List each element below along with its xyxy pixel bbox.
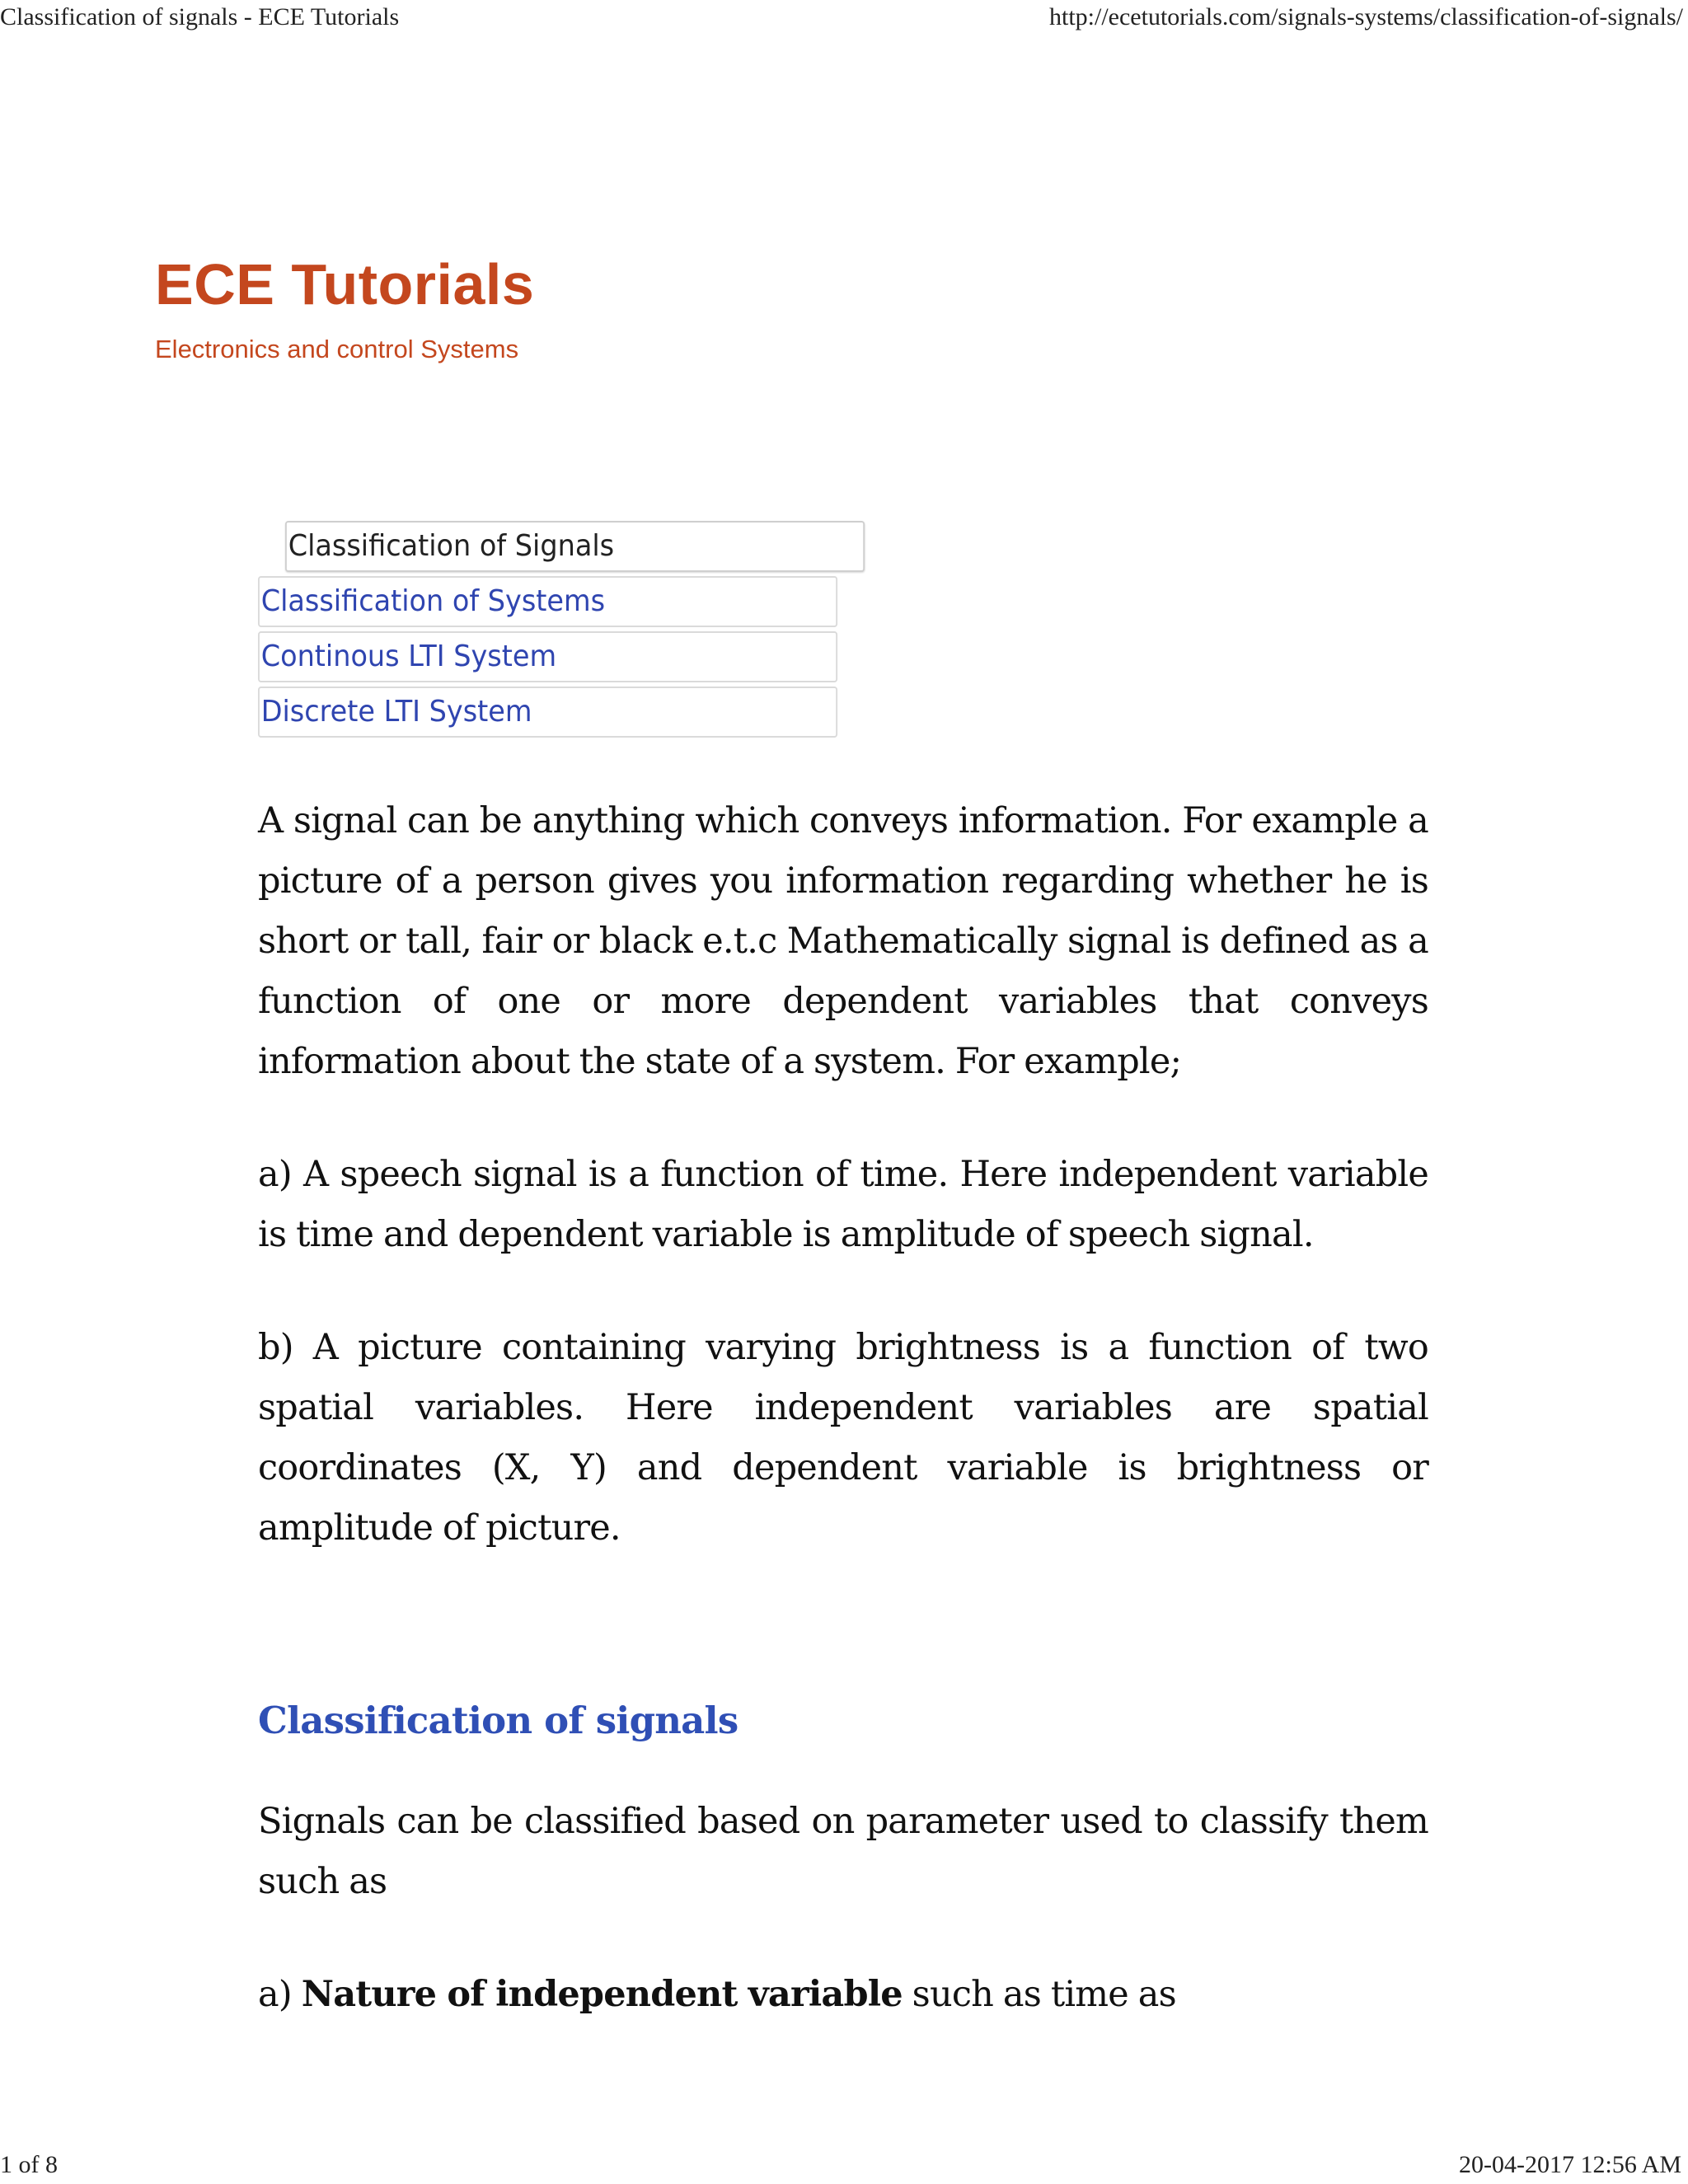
site-tagline: Electronics and control Systems: [155, 335, 519, 363]
print-url: http://ecetutorials.com/signals-systems/classification-of-signals/: [1048, 3, 1683, 30]
nav-item-discrete-lti-system[interactable]: Discrete LTI System: [258, 687, 837, 738]
criterion-a-bold: Nature of independent variable: [301, 1974, 903, 2015]
example-b-paragraph: b) A picture containing varying brightness is a function of two spatial variables. Here independent variables are spatial coordinates (X, Y) and dependent variable is brightness or amplitude of picture.: [258, 1327, 1428, 1549]
print-page-title: Classification of signals - ECE Tutorials: [0, 3, 400, 30]
example-a-paragraph: a) A speech signal is a function of time. Here independent variable is time and dependent variable is amplitude of speech signal.: [258, 1154, 1428, 1255]
intro-paragraph: A signal can be anything which conveys information. For example a picture of a person gives you information regarding whether he is short or tall, fair or black e.t.c Mathematically signal is defined as a function of one or more dependent variables that conveys information about the state of a system. For example;: [258, 800, 1428, 1082]
nav-item-continous-lti-system[interactable]: Continous LTI System: [258, 631, 837, 682]
section-intro-paragraph: Signals can be classified based on parameter used to classify them such as: [258, 1801, 1428, 1902]
section-heading: Classification of signals: [258, 1699, 738, 1742]
nav-item-classification-of-signals[interactable]: Classification of Signals: [285, 521, 865, 572]
site-title[interactable]: ECE Tutorials: [155, 252, 535, 316]
print-page-number: 1 of 8: [0, 2151, 58, 2178]
nav-item-classification-of-systems[interactable]: Classification of Systems: [258, 576, 837, 627]
criterion-a-paragraph: [258, 1965, 1428, 2025]
criterion-a-prefix: a): [258, 1974, 302, 2015]
print-datetime: 20-04-2017 12:56 AM: [1459, 2151, 1681, 2178]
criterion-a-rest: such as time as: [902, 1974, 1176, 2015]
article-body: [258, 791, 1428, 2078]
topic-nav-menu: [258, 521, 909, 742]
